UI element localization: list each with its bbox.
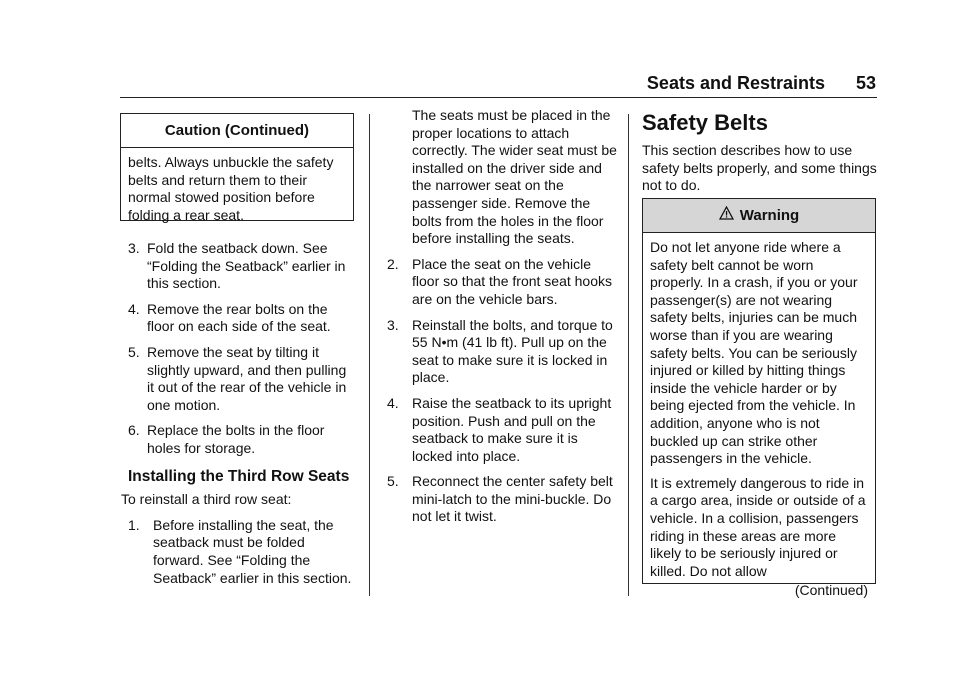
step-item [128,422,356,457]
step-text: Replace the bolts in the floor holes for storage. [147,422,325,456]
step-text: Remove the rear bolts on the floor on each side of the seat. [147,300,331,335]
header-rule [120,97,877,98]
step-text: Fold the seatback down. See “Folding the Seatback” earlier in this section. [147,240,346,292]
step-number: 4. [387,394,399,411]
step-item [387,473,619,526]
step-text: Raise the seatback to its upright position. Push and pull on the seatback to make sure it is locked into place. [412,394,612,464]
step-text: Before installing the seat, the seatback must be folded forward. See “Folding the Seatback” earlier in this section. [153,516,352,586]
step-item [387,256,619,309]
install-heading: Installing the Third Row Seats [128,467,350,485]
step-item [387,317,619,387]
safety-heading: Safety Belts [642,110,768,135]
step-number: 1. [128,516,140,533]
step-item [128,517,356,587]
step-number: 4. [128,300,140,317]
step-text: Reinstall the bolts, and torque to 55 N•m (41 lb ft). Pull up on the seat to make sure it is locked in place. [412,316,613,386]
section-title: Seats and Restraints [646,73,825,93]
step-item [128,301,356,336]
step-item [128,240,356,293]
step-item [128,344,356,414]
page-number: 53 [855,73,876,93]
step-text: Place the seat on the vehicle floor so that the front seat hooks are on the vehicle bars. [412,255,613,307]
step-number: 3. [387,316,399,333]
step-number: 3. [128,240,140,256]
middle-steps-list [387,256,619,526]
continued-label: (Continued) [794,582,868,599]
warning-body [643,233,875,606]
column-divider [628,114,629,596]
warning-triangle-icon [719,206,734,225]
step-number: 2. [387,255,399,272]
warning-box [642,198,876,599]
step-number: 6. [128,422,140,439]
left-column [121,240,356,595]
removal-steps-list [128,240,356,458]
step-item [387,395,619,465]
install-intro: To reinstall a third row seat: [121,491,292,508]
caution-paragraph: belts. Always unbuckle the safety belts and return them to their normal stowed position before folding a rear seat. [128,154,334,223]
safety-intro: This section describes how to use safety belts properly, and some things not to do. [642,142,877,194]
install-steps-list [128,517,356,587]
warning-paragraph-2: It is extremely dangerous to ride in a cargo area, inside or outside of a vehicle. In a collision, passengers riding in these areas are more likely to be seriously injured or killed. Do not allow [650,474,866,579]
step-text: Remove the seat by tilting it slightly upward, and then pulling it out of the rear of the vehicle in one motion. [147,343,347,413]
caution-title: Caution (Continued) [121,114,353,148]
caution-text [121,148,353,237]
step-number: 5. [128,343,140,360]
step-number: 5. [387,473,399,490]
right-column [642,110,878,195]
warning-title: Warning [739,207,800,224]
warning-paragraph-1: Do not let anyone ride where a safety belt cannot be worn properly. In a crash, if you or your passenger(s) are not wearing safety belts, injuries can be much worse than if you are wearing safety belts. You can be seriously injured or killed by hitting things inside the vehicle harder or by being ejected from the vehicle. In addition, anyone who is not buckled up can strike other passengers in the vehicle. [650,239,858,467]
column-divider [369,114,370,596]
continued-paragraph: The seats must be placed in the proper locations to attach correctly. The wider seat must be installed on the driver side and the narrower seat on the passenger side. Remove the bolts from the holes in the floor before installing the seats. [412,107,617,247]
warning-header [643,199,875,233]
middle-column [387,107,619,534]
step-text: Reconnect the center safety belt mini-latch to the mini-buckle. Do not let it twist. [412,473,613,525]
caution-box [120,113,354,221]
